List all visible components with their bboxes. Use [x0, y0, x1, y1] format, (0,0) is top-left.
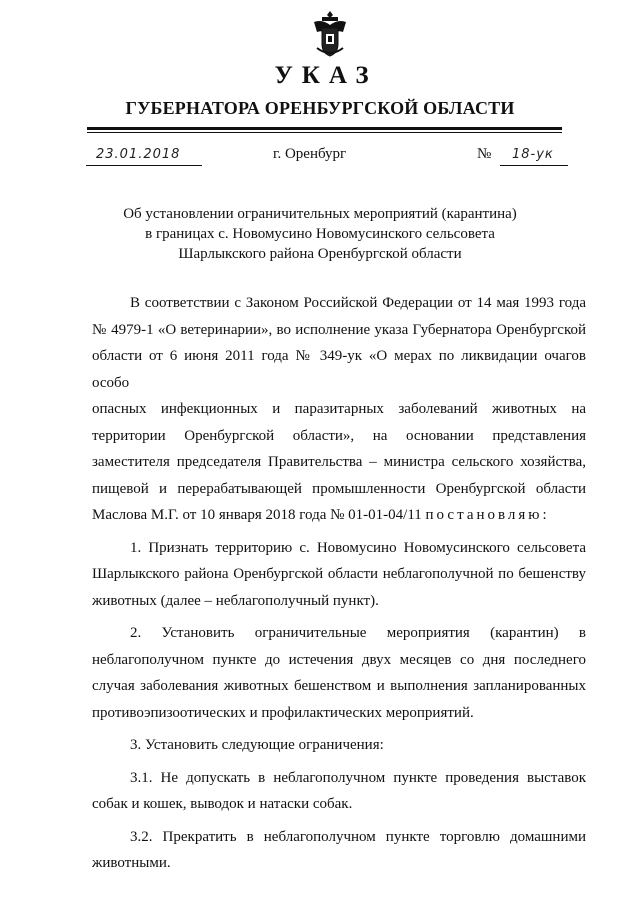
handwritten-number: 18-ук: [512, 147, 554, 162]
item-3-line: 3. Установить следующие ограничения:: [130, 737, 384, 753]
item-2-line: неблагополучном пункте до истечения двух месяцев со дня последнего: [92, 651, 586, 668]
coat-of-arms-icon: [311, 10, 349, 60]
body-line: опасных инфекционных и паразитарных заболеваний животных на: [92, 401, 586, 417]
subject-line: в границах с. Новомусино Новомусинского сельсовета: [145, 226, 495, 242]
issuer-title: ГУБЕРНАТОРА ОРЕНБУРГСКОЙ ОБЛАСТИ: [125, 98, 515, 118]
item-3-2-line: 3.2. Прекратить в неблагополучном пункте торговлю домашними: [130, 828, 586, 845]
document-type: УКАЗ: [274, 62, 378, 89]
body-line: территории Оренбургской области», на основании представления: [92, 427, 586, 444]
number-label: №: [477, 146, 492, 162]
handwritten-date: 23.01.2018: [96, 147, 181, 162]
item-3-2-line: животными.: [92, 855, 171, 871]
header-rule-thick: [87, 127, 562, 130]
document-body: [92, 290, 586, 877]
body-line: [92, 502, 586, 529]
item-2-line: 2. Установить ограничительные мероприятия (карантин) в: [130, 625, 586, 641]
decree-word: постановляю:: [425, 507, 550, 523]
item-1-line: животных (далее – неблагополучный пункт).: [92, 592, 379, 609]
body-line: В соответствии с Законом Российской Федерации от 14 мая 1993 года: [130, 295, 586, 311]
body-line: пищевой и перерабатывающей промышленности Оренбургской области: [92, 480, 586, 497]
body-line: области от 6 июня 2011 года № 349-ук «О мерах по ликвидации очагов особо: [92, 348, 586, 391]
item-1-line: Шарлыкского района Оренбургской области неблагополучной по бешенству: [92, 566, 586, 582]
body-line: № 4979-1 «О ветеринарии», во исполнение указа Губернатора Оренбургской: [92, 321, 586, 338]
item-3-1-line: 3.1. Не допускать в неблагополучном пункте проведения выставок: [130, 769, 586, 786]
date-field: [86, 145, 202, 166]
header-rule-thin: [87, 132, 562, 133]
body-line-text: Маслова М.Г. от 10 января 2018 года № 01-01-04/11: [92, 507, 422, 523]
item-2-line: противоэпизоотических и профилактических мероприятий.: [92, 704, 474, 721]
body-line: заместителя председателя Правительства – министра сельского хозяйства,: [92, 454, 586, 470]
city: г. Оренбург: [273, 146, 347, 162]
item-1-line: 1. Признать территорию с. Новомусино Новомусинского сельсовета: [130, 539, 586, 556]
item-2-line: случая заболевания животных бешенством и выполнения запланированных: [92, 678, 586, 694]
subject-line: Об установлении ограничительных мероприятий (карантина): [123, 206, 517, 222]
document-subject: [0, 204, 640, 264]
item-3-1-line: собак и кошек, выводок и натаски собак.: [92, 796, 353, 812]
number-field: [500, 145, 568, 166]
subject-line: Шарлыкского района Оренбургской области: [178, 246, 462, 262]
